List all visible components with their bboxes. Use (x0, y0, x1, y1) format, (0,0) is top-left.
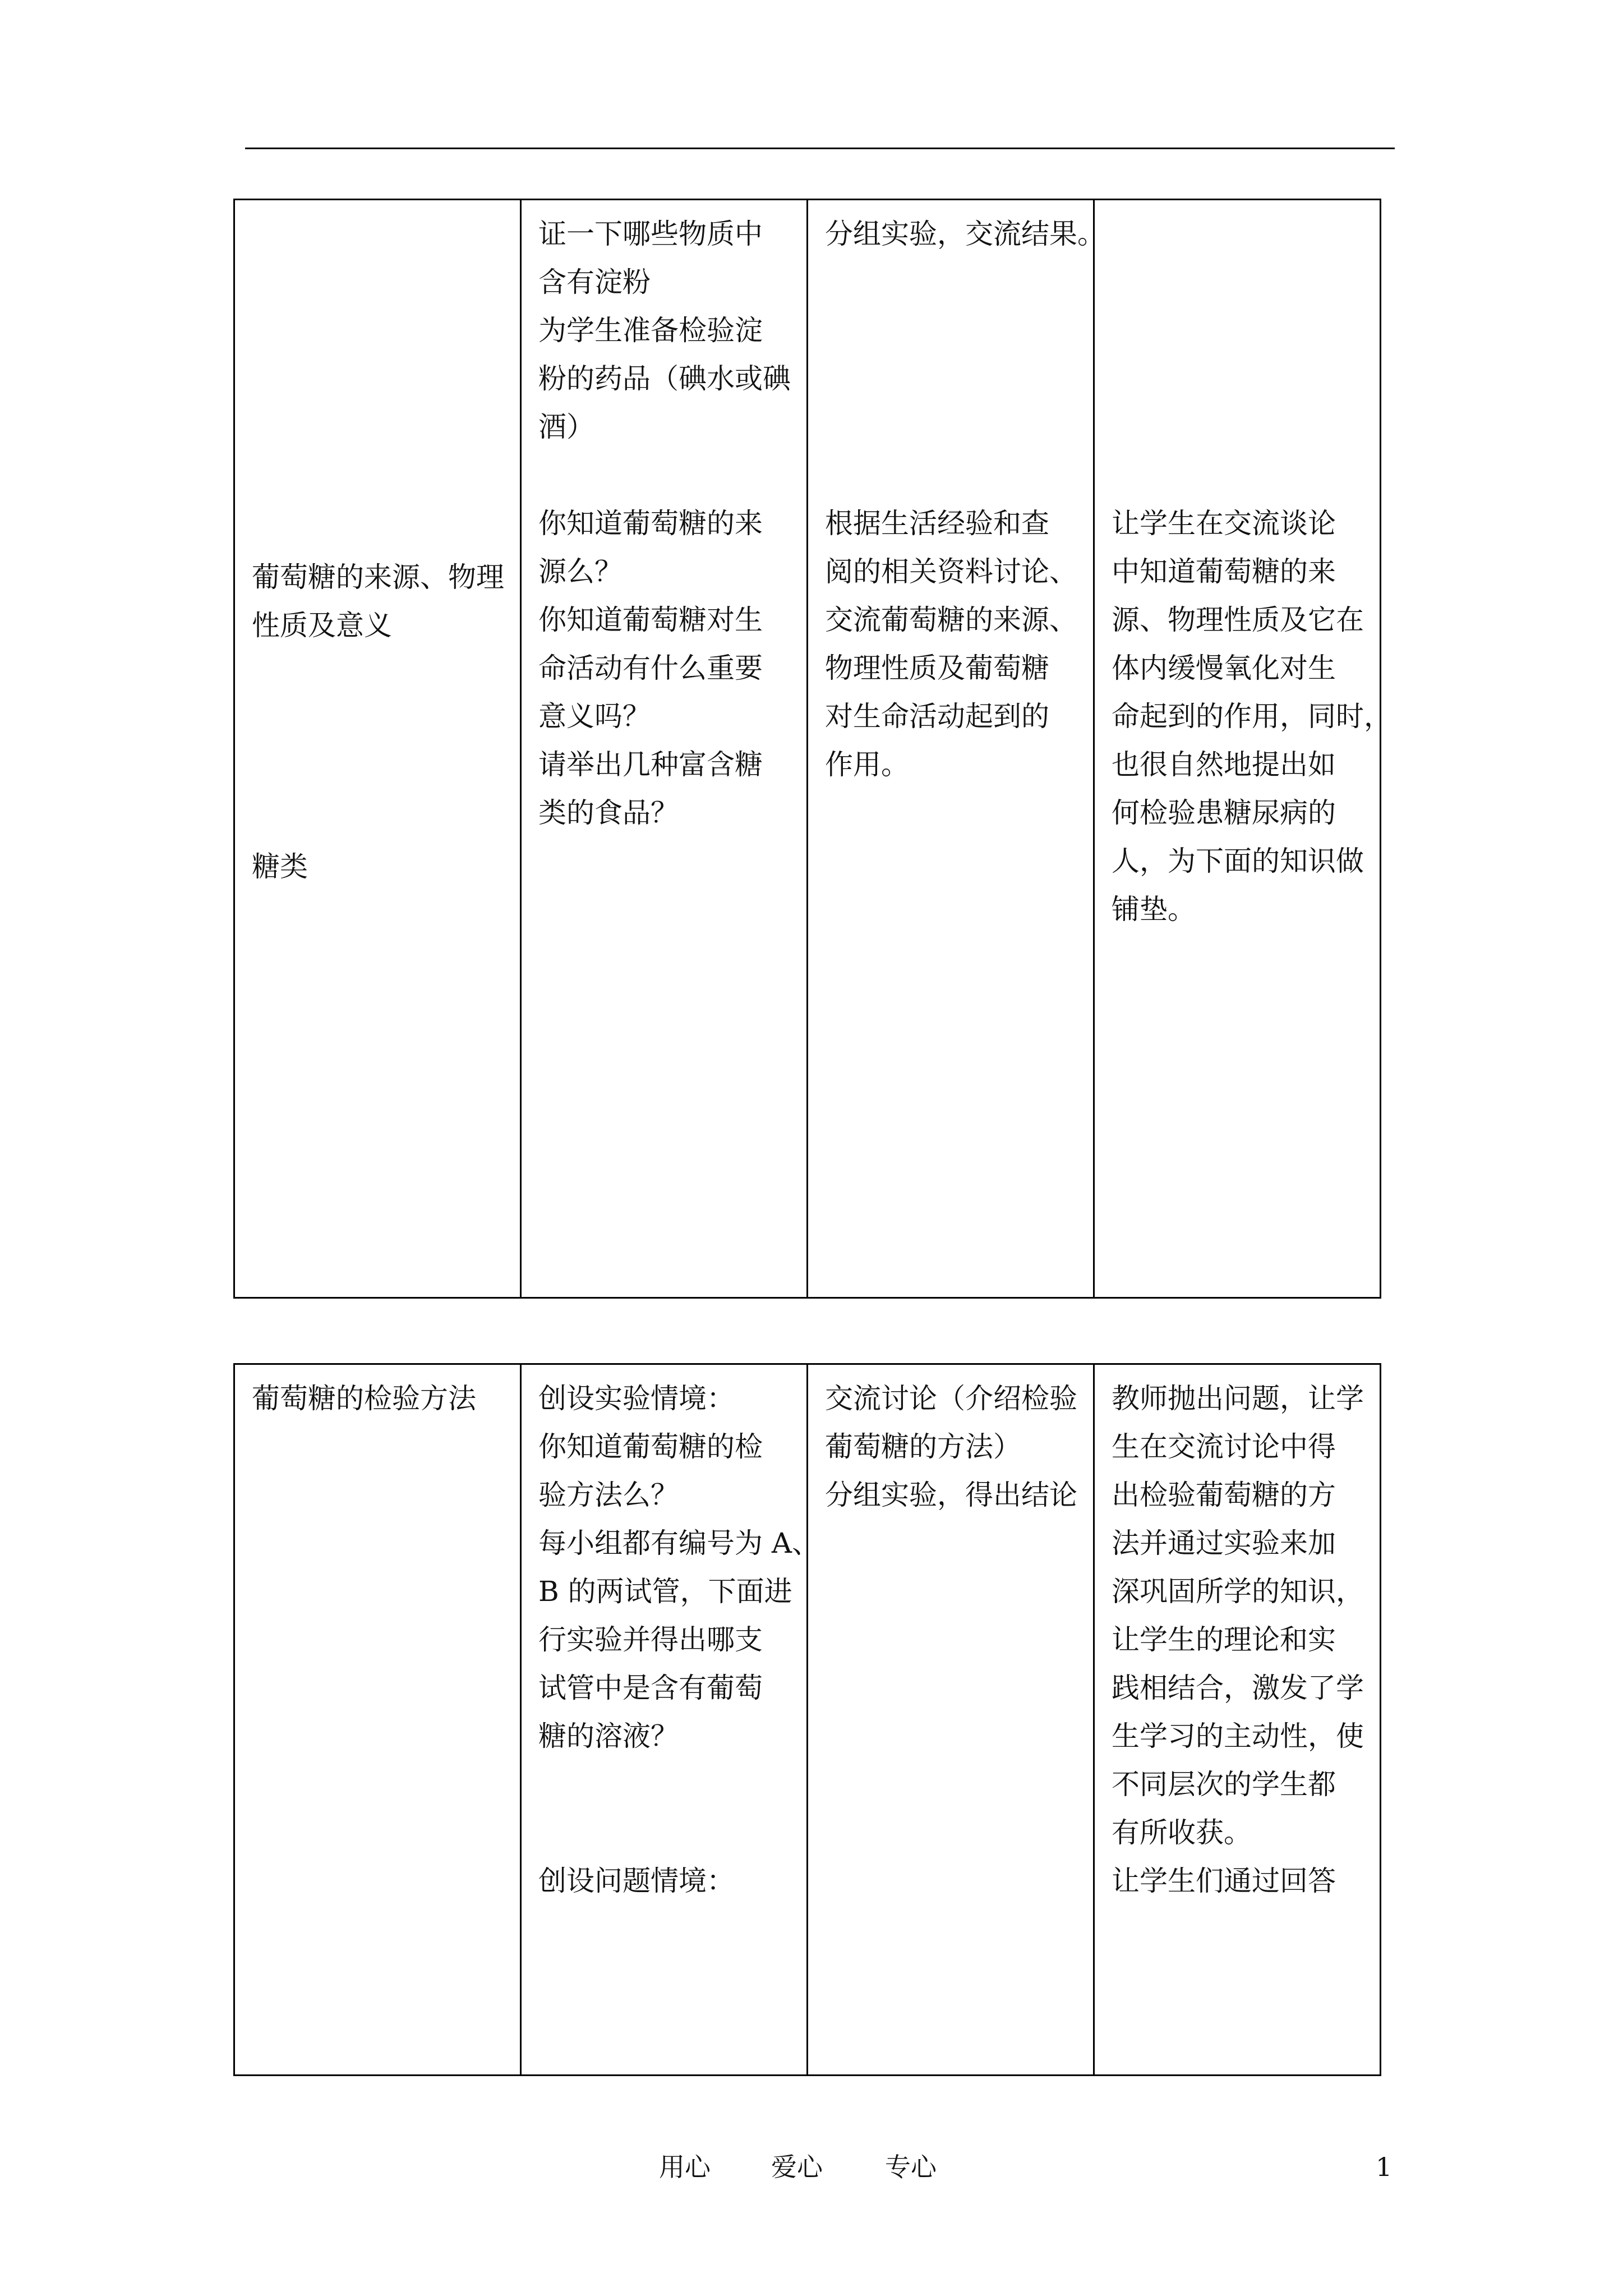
cell-line: 创设实验情境： (538, 1382, 735, 1415)
cell-line: 糖的溶液？ (538, 1720, 679, 1752)
cell-line: 教师抛出问题，让学 (1112, 1382, 1364, 1415)
cell-line: 让学生的理论和实 (1112, 1623, 1336, 1656)
cell-line: 让学生们通过回答 (1112, 1865, 1336, 1897)
cell-line: 生学习的主动性，使 (1112, 1720, 1364, 1752)
cell-line: 行实验并得出哪支 (538, 1623, 763, 1656)
cell-line: 源么？ (538, 555, 623, 588)
cell-line: 源、物理性质及它在 (1112, 604, 1364, 636)
table-cell (808, 200, 1105, 1298)
cell-line: 含有淀粉 (538, 266, 651, 298)
cell-text (825, 200, 1105, 1297)
cell-line: 出检验葡萄糖的方 (1112, 1479, 1336, 1511)
cell-line: 你知道葡萄糖对生 (538, 604, 763, 636)
cell-line: 交流讨论（介绍检验 (825, 1382, 1077, 1415)
cell-line: 何检验患糖尿病的 (1112, 797, 1336, 829)
cell-line: 你知道葡萄糖的检 (538, 1430, 763, 1463)
cell-text (252, 1365, 515, 2074)
cell-line: 为学生准备检验淀 (538, 314, 763, 347)
cell-text (1112, 1365, 1375, 2074)
cell-line: 葡萄糖的方法） (825, 1430, 1021, 1463)
cell-line: 阅的相关资料讨论、 (825, 555, 1077, 588)
cell-line: 性质及意义 (252, 609, 392, 642)
cell-line: 不同层次的学生都 (1112, 1768, 1336, 1801)
cell-line: B 的两试管，下面进 (538, 1575, 792, 1608)
cell-line: 请举出几种富含糖 (538, 748, 763, 781)
cell-line: 验方法么？ (538, 1479, 679, 1511)
table-cell (1094, 1364, 1381, 2076)
table-cell (1094, 200, 1392, 1298)
footer-motto-2: 爱心 (771, 2152, 823, 2182)
cell-line: 分组实验，得出结论 (825, 1479, 1077, 1511)
cell-line: 交流葡萄糖的来源、 (825, 604, 1077, 636)
cell-line: 让学生在交流谈论 (1112, 507, 1336, 540)
page-number: 1 (1376, 2152, 1393, 2182)
cell-line: 试管中是含有葡萄 (538, 1672, 763, 1704)
footer-motto-3: 专心 (885, 2152, 937, 2182)
table-cell (521, 200, 808, 1298)
cell-text (1112, 200, 1392, 1297)
cell-text (825, 1365, 1089, 2074)
cell-line: 你知道葡萄糖的来 (538, 507, 763, 540)
cell-line: 也很自然地提出如 (1112, 748, 1336, 781)
cell-line: 分组实验，交流结果。 (825, 218, 1105, 250)
cell-line: 有所收获。 (1112, 1816, 1252, 1849)
header-rule (245, 148, 1395, 149)
cell-line: 法并通过实验来加 (1112, 1527, 1336, 1559)
cell-line: 践相结合，激发了学 (1112, 1672, 1364, 1704)
cell-line: 每小组都有编号为 A、 (538, 1527, 820, 1559)
cell-line: 生在交流讨论中得 (1112, 1430, 1336, 1463)
cell-line: 作用。 (825, 748, 909, 781)
cell-line: 糖类 (252, 850, 308, 883)
cell-text (538, 1365, 820, 2074)
footer-motto-1: 用心 (659, 2152, 711, 2182)
cell-line: 根据生活经验和查 (825, 507, 1049, 540)
cell-line: 创设问题情境： (538, 1865, 735, 1897)
cell-line: 铺垫。 (1112, 893, 1196, 926)
cell-line: 物理性质及葡萄糖 (825, 652, 1049, 684)
cell-line: 酒） (538, 411, 594, 443)
table-row (234, 1364, 1381, 2076)
table-cell (234, 200, 521, 1298)
lesson-table-2 (233, 1363, 1381, 2076)
cell-line: 深巩固所学的知识， (1112, 1575, 1364, 1608)
cell-line: 证一下哪些物质中 (538, 218, 763, 250)
cell-line: 命活动有什么重要 (538, 652, 763, 684)
cell-text (538, 200, 802, 1297)
table-cell (521, 1364, 820, 2076)
cell-line: 中知道葡萄糖的来 (1112, 555, 1336, 588)
cell-line: 人，为下面的知识做 (1112, 845, 1364, 877)
table-cell (808, 1364, 1094, 2076)
table-cell (234, 1364, 521, 2076)
cell-line: 意义吗？ (538, 700, 651, 733)
cell-line: 命起到的作用，同时， (1112, 700, 1392, 733)
table-row (234, 200, 1381, 1298)
cell-text (252, 200, 515, 1297)
cell-line: 葡萄糖的来源、物理 (252, 561, 504, 593)
cell-line: 葡萄糖的检验方法 (252, 1382, 476, 1415)
cell-line: 类的食品？ (538, 797, 679, 829)
cell-line: 粉的药品（碘水或碘 (538, 362, 791, 395)
cell-line: 体内缓慢氧化对生 (1112, 652, 1336, 684)
cell-line: 对生命活动起到的 (825, 700, 1049, 733)
lesson-table-1 (233, 199, 1392, 1299)
